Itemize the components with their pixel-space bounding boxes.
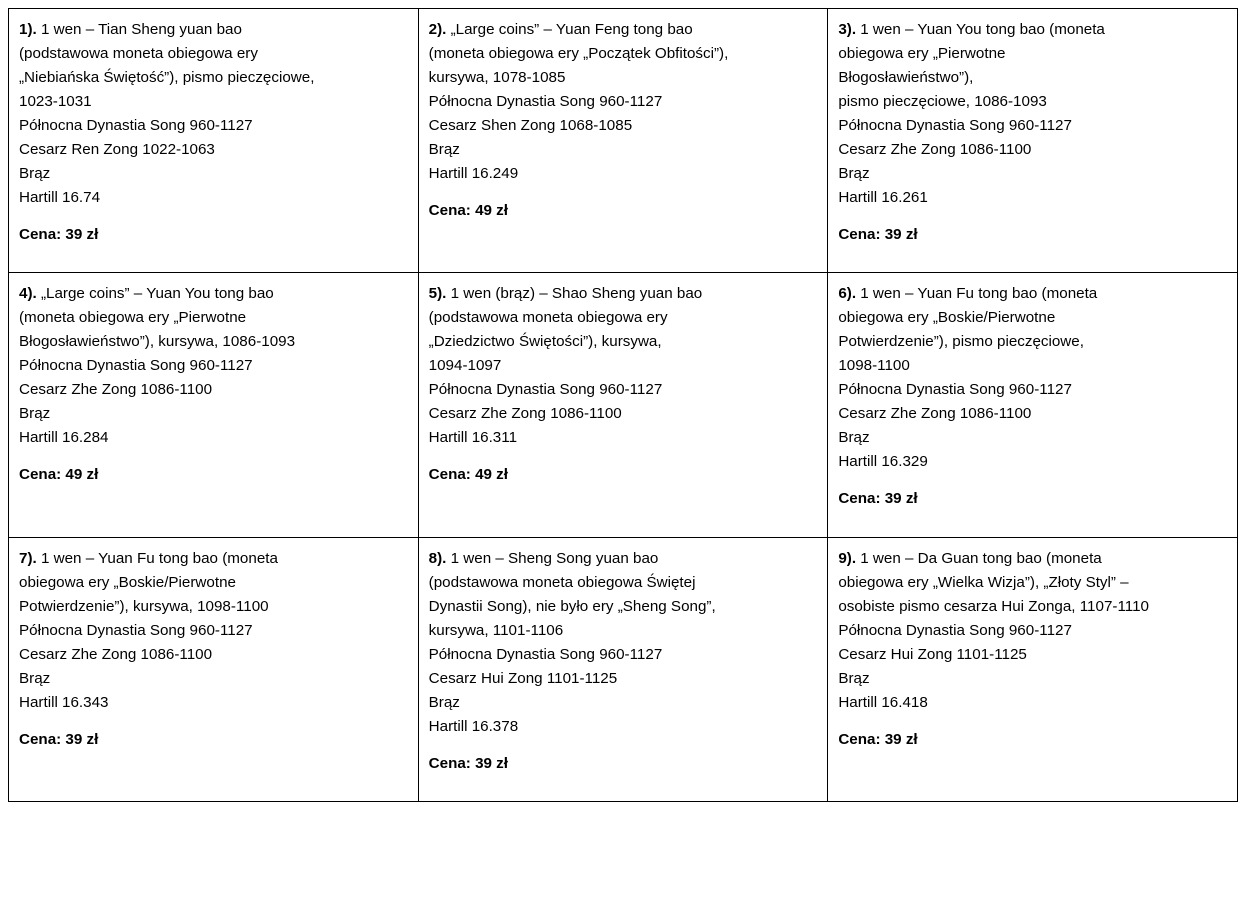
entry-price: Cena: 49 zł	[19, 466, 99, 484]
entry-line: (moneta obiegowa ery „Początek Obfitości”),	[428, 45, 729, 63]
catalog-entry	[19, 18, 408, 247]
entry-title: 1 wen – Tian Sheng yuan bao	[36, 21, 242, 38]
entry-price: Cena: 49 zł	[428, 202, 508, 220]
entry-line: Cesarz Ren Zong 1022-1063	[19, 141, 215, 159]
entry-index: 5).	[428, 285, 447, 303]
catalog-entry	[838, 18, 1227, 247]
entry-line: obiegowa ery „Wielka Wizja”), „Złoty Styl” –	[838, 573, 1129, 591]
entry-index: 9).	[838, 549, 857, 567]
entry-line: obiegowa ery „Pierwotne	[838, 45, 1006, 63]
entry-line: (podstawowa moneta obiegowa ery	[428, 309, 668, 327]
entry-title: 1 wen (brąz) – Shao Sheng yuan bao	[446, 285, 703, 303]
entry-line: osobiste pismo cesarza Hui Zonga, 1107-1110	[838, 597, 1149, 615]
table-cell	[9, 9, 419, 273]
entry-line: Brąz	[19, 669, 51, 687]
entry-line: Hartill 16.311	[428, 429, 518, 447]
entry-line: Hartill 16.378	[428, 717, 519, 735]
table-row	[9, 9, 1238, 273]
entry-line: Północna Dynastia Song 960-1127	[19, 117, 253, 135]
entry-price: Cena: 39 zł	[19, 730, 99, 748]
table-cell	[418, 273, 828, 537]
entry-line: Cesarz Zhe Zong 1086-1100	[428, 405, 622, 423]
entry-heading	[838, 282, 1227, 306]
entry-price: Cena: 39 zł	[428, 754, 508, 772]
table-cell	[828, 537, 1238, 801]
catalog-entry	[429, 282, 818, 487]
entry-line: Hartill 16.74	[19, 189, 101, 207]
entry-line: 1098-1100	[838, 357, 910, 375]
entry-index: 7).	[19, 549, 37, 567]
entry-line: Hartill 16.329	[838, 453, 928, 471]
entry-title: 1 wen – Yuan You tong bao (moneta	[856, 21, 1105, 38]
table-cell	[828, 9, 1238, 273]
entry-heading	[19, 18, 408, 42]
entry-index: 2).	[428, 21, 447, 38]
entry-line: Północna Dynastia Song 960-1127	[838, 117, 1072, 135]
entry-line: Cesarz Zhe Zong 1086-1100	[838, 405, 1032, 423]
entry-line: (podstawowa moneta obiegowa Świętej	[428, 573, 696, 591]
entry-line: Północna Dynastia Song 960-1127	[838, 621, 1072, 639]
entry-line: Hartill 16.261	[838, 189, 928, 207]
catalog-entry	[838, 282, 1227, 511]
entry-line: Cesarz Shen Zong 1068-1085	[428, 117, 633, 135]
entry-price: Cena: 39 zł	[838, 490, 918, 508]
entry-index: 1).	[19, 21, 37, 38]
entry-line: Błogosławieństwo”), kursywa, 1086-1093	[19, 333, 296, 351]
entry-heading	[19, 282, 408, 306]
entry-line: 1094-1097	[428, 357, 502, 375]
entry-index: 3).	[838, 21, 857, 38]
entry-line: pismo pieczęciowe, 1086-1093	[838, 93, 1047, 111]
catalog-entry	[429, 547, 818, 776]
entry-line: Hartill 16.249	[428, 165, 519, 183]
entry-line: Potwierdzenie”), kursywa, 1098-1100	[19, 597, 269, 615]
table-row	[9, 273, 1238, 537]
entry-line: Północna Dynastia Song 960-1127	[428, 381, 663, 399]
entry-line: Cesarz Hui Zong 1101-1125	[838, 645, 1027, 663]
entry-price: Cena: 39 zł	[838, 226, 918, 244]
entry-title: 1 wen – Da Guan tong bao (moneta	[856, 549, 1102, 567]
entry-price: Cena: 39 zł	[19, 226, 99, 244]
entry-line: „Dziedzictwo Świętości”), kursywa,	[428, 333, 662, 351]
entry-line: 1023-1031	[19, 93, 92, 111]
table-cell	[9, 273, 419, 537]
entry-heading	[429, 547, 818, 571]
table-row	[9, 537, 1238, 801]
entry-line: Brąz	[428, 693, 460, 711]
entry-index: 8).	[428, 549, 447, 567]
entry-price: Cena: 49 zł	[428, 466, 508, 484]
entry-line: Brąz	[19, 165, 51, 183]
entry-line: Północna Dynastia Song 960-1127	[19, 621, 253, 639]
entry-line: Hartill 16.343	[19, 693, 109, 711]
entry-line: (podstawowa moneta obiegowa ery	[19, 45, 258, 63]
entry-line: obiegowa ery „Boskie/Pierwotne	[19, 573, 236, 591]
catalog-entry	[19, 282, 408, 487]
entry-line: (moneta obiegowa ery „Pierwotne	[19, 309, 247, 327]
entry-line: Brąz	[838, 669, 870, 687]
entry-price: Cena: 39 zł	[838, 730, 918, 748]
entry-line: Brąz	[838, 165, 870, 183]
entry-line: kursywa, 1101-1106	[428, 621, 564, 639]
entry-line: Północna Dynastia Song 960-1127	[428, 93, 663, 111]
table-cell	[418, 9, 828, 273]
entry-line: Brąz	[428, 141, 460, 159]
entry-title: „Large coins” – Yuan You tong bao	[36, 285, 274, 303]
entry-index: 6).	[838, 285, 857, 303]
entry-line: Cesarz Zhe Zong 1086-1100	[19, 645, 213, 663]
entry-title: 1 wen – Yuan Fu tong bao (moneta	[856, 285, 1098, 303]
entry-heading	[838, 547, 1227, 571]
catalog-entry	[838, 547, 1227, 752]
entry-heading	[429, 282, 818, 306]
entry-line: Błogosławieństwo”),	[838, 69, 974, 87]
entry-line: „Niebiańska Świętość”), pismo pieczęciowe,	[19, 69, 315, 87]
entry-line: Hartill 16.418	[838, 693, 928, 711]
table-cell	[418, 537, 828, 801]
entry-title: „Large coins” – Yuan Feng tong bao	[446, 21, 693, 38]
entry-title: 1 wen – Yuan Fu tong bao (moneta	[36, 549, 278, 567]
entry-title: 1 wen – Sheng Song yuan bao	[446, 549, 659, 567]
entry-index: 4).	[19, 285, 37, 303]
entry-line: Północna Dynastia Song 960-1127	[428, 645, 663, 663]
entry-heading	[429, 18, 818, 42]
entry-line: Północna Dynastia Song 960-1127	[19, 357, 253, 375]
entry-line: Potwierdzenie”), pismo pieczęciowe,	[838, 333, 1084, 351]
entry-line: Hartill 16.284	[19, 429, 109, 447]
coin-catalog-table	[8, 8, 1238, 802]
entry-line: obiegowa ery „Boskie/Pierwotne	[838, 309, 1056, 327]
catalog-entry	[429, 18, 818, 223]
entry-heading	[838, 18, 1227, 42]
table-cell	[9, 537, 419, 801]
entry-line: Brąz	[838, 429, 870, 447]
entry-line: Północna Dynastia Song 960-1127	[838, 381, 1072, 399]
entry-line: Brąz	[19, 405, 51, 423]
entry-line: Dynastii Song), nie było ery „Sheng Song”,	[428, 597, 716, 615]
catalog-entry	[19, 547, 408, 752]
table-cell	[828, 273, 1238, 537]
entry-line: Cesarz Zhe Zong 1086-1100	[838, 141, 1032, 159]
entry-line: kursywa, 1078-1085	[428, 69, 566, 87]
entry-heading	[19, 547, 408, 571]
entry-line: Cesarz Hui Zong 1101-1125	[428, 669, 618, 687]
entry-line: Cesarz Zhe Zong 1086-1100	[19, 381, 213, 399]
